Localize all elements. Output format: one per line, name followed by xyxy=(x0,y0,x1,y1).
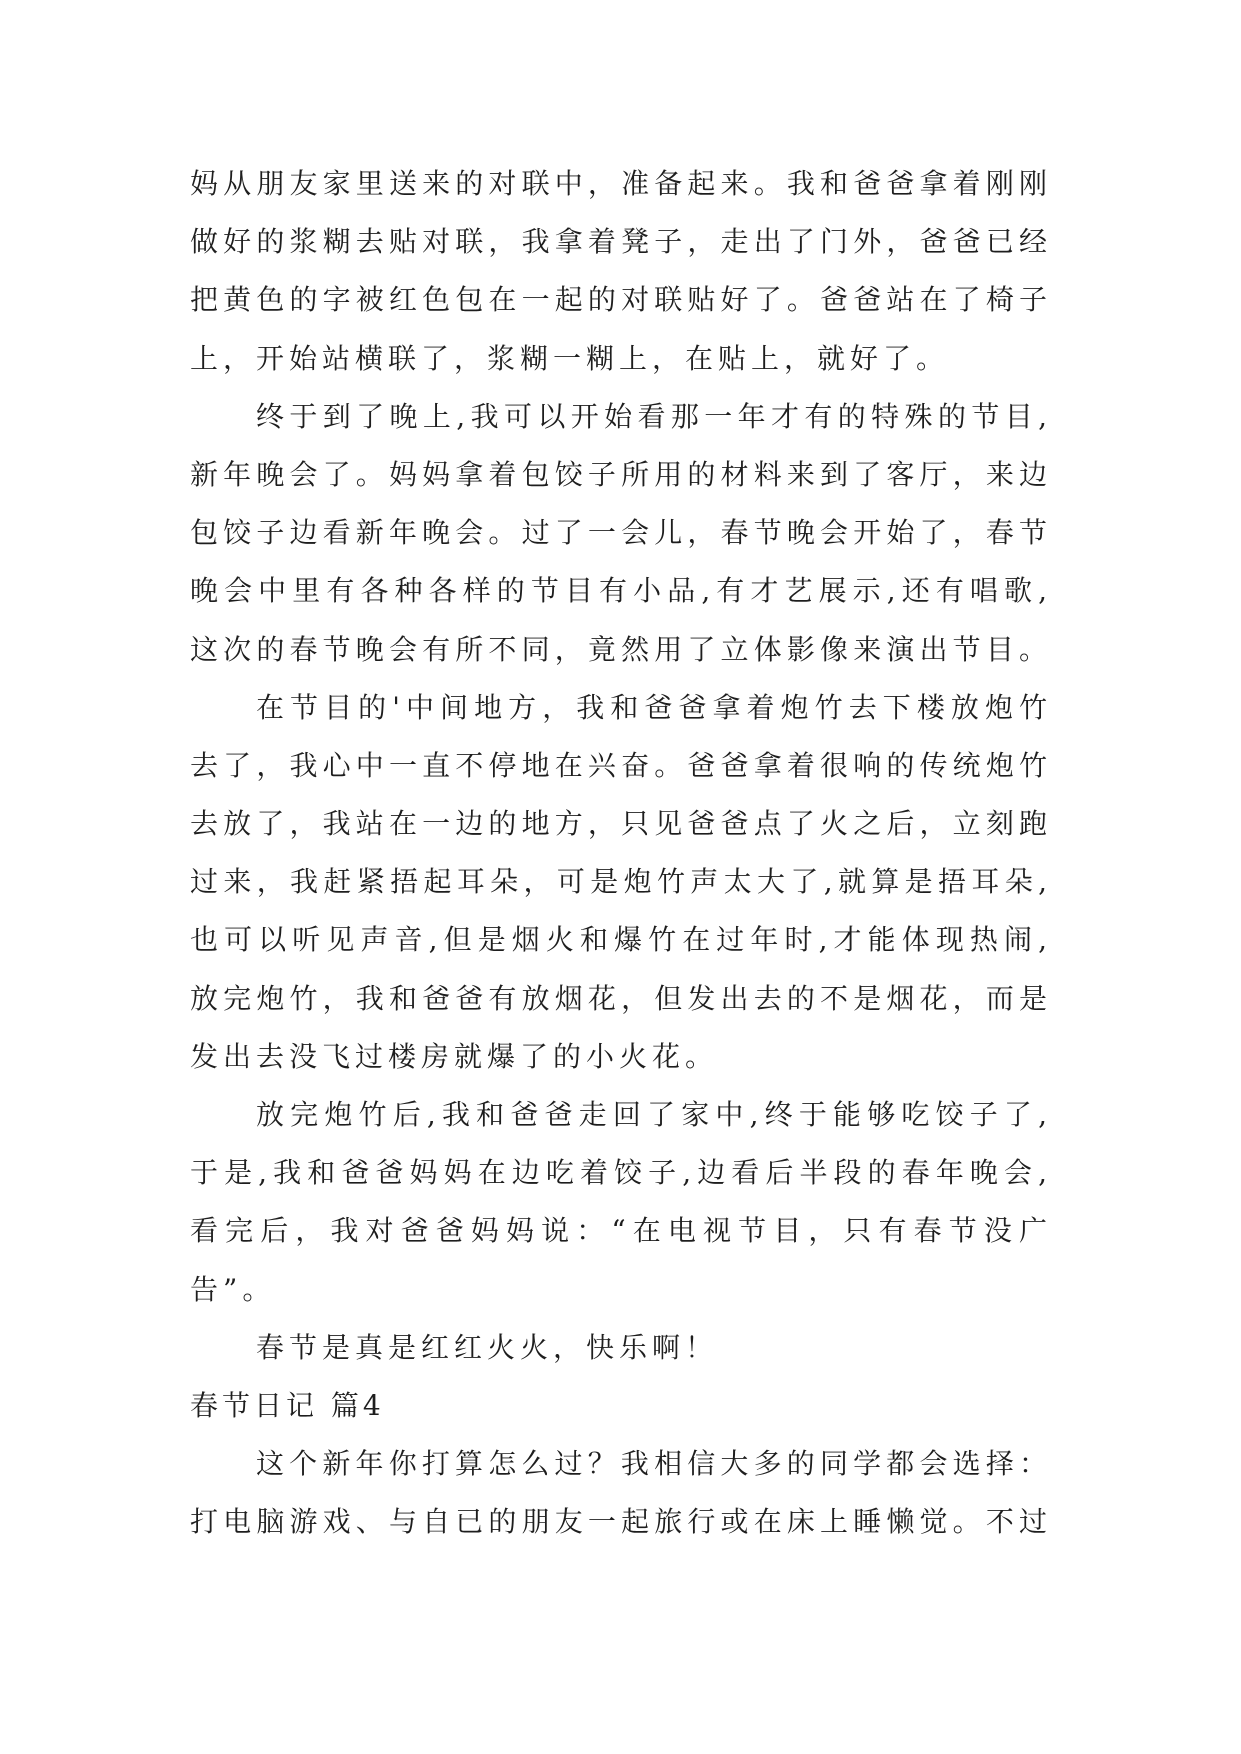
text-line: 这个新年你打算怎么过？我相信大多的同学都会选择： xyxy=(256,1447,1052,1481)
text-line: 发出去没飞过楼房就爆了的小火花。 xyxy=(190,1039,719,1073)
paragraph xyxy=(190,1319,1052,1377)
text-line: 包饺子边看新年晚会。过了一会儿，春节晚会开始了，春节 xyxy=(190,516,1052,550)
text-line: 放完炮竹，我和爸爸有放烟花，但发出去的不是烟花，而是 xyxy=(190,981,1052,1015)
section-heading: 春节日记 篇4 xyxy=(190,1388,385,1422)
text-line: 于是,我和爸爸妈妈在边吃着饺子,边看后半段的春年晚会, xyxy=(190,1156,1052,1190)
text-line: 妈从朋友家里送来的对联中，准备起来。我和爸爸拿着刚刚 xyxy=(190,167,1052,200)
text-line: 把黄色的字被红色包在一起的对联贴好了。爸爸站在了椅子 xyxy=(190,283,1052,317)
text-line: 做好的浆糊去贴对联，我拿着凳子，走出了门外，爸爸已经 xyxy=(190,225,1052,259)
paragraph xyxy=(190,155,1052,388)
text-line: 春节是真是红红火火，快乐啊！ xyxy=(256,1330,719,1364)
text-line: 打电脑游戏、与自已的朋友一起旅行或在床上睡懒觉。不过 xyxy=(190,1505,1052,1539)
text-line: 去放了，我站在一边的地方，只见爸爸点了火之后，立刻跑 xyxy=(190,807,1052,841)
text-line: 新年晚会了。妈妈拿着包饺子所用的材料来到了客厅，来边 xyxy=(190,457,1052,491)
paragraph xyxy=(190,1086,1052,1319)
text-line: 在节目的'中间地方，我和爸爸拿着炮竹去下楼放炮竹 xyxy=(256,690,1052,724)
text-line: 看完后，我对爸爸妈妈说：“在电视节目，只有春节没广 xyxy=(190,1214,1052,1248)
text-line: 去了，我心中一直不停地在兴奋。爸爸拿着很响的传统炮竹 xyxy=(190,748,1052,782)
text-line: 晚会中里有各种各样的节目有小品,有才艺展示,还有唱歌, xyxy=(190,574,1052,608)
text-line: 也可以听见声音,但是烟火和爆竹在过年时,才能体现热闹, xyxy=(190,923,1052,957)
document-body xyxy=(190,155,1052,1552)
paragraph xyxy=(190,679,1052,1086)
paragraph xyxy=(190,1435,1052,1551)
paragraph xyxy=(190,388,1052,679)
text-line: 告”。 xyxy=(190,1272,276,1306)
text-line: 过来，我赶紧捂起耳朵，可是炮竹声太大了,就算是捂耳朵, xyxy=(190,865,1052,899)
text-line: 终于到了晚上,我可以开始看那一年才有的特殊的节目, xyxy=(256,399,1052,433)
text-line: 这次的春节晚会有所不同，竟然用了立体影像来演出节目。 xyxy=(190,632,1052,666)
text-line: 放完炮竹后,我和爸爸走回了家中,终于能够吃饺子了, xyxy=(256,1098,1052,1131)
text-line: 上，开始站横联了，浆糊一糊上，在贴上，就好了。 xyxy=(190,341,950,375)
